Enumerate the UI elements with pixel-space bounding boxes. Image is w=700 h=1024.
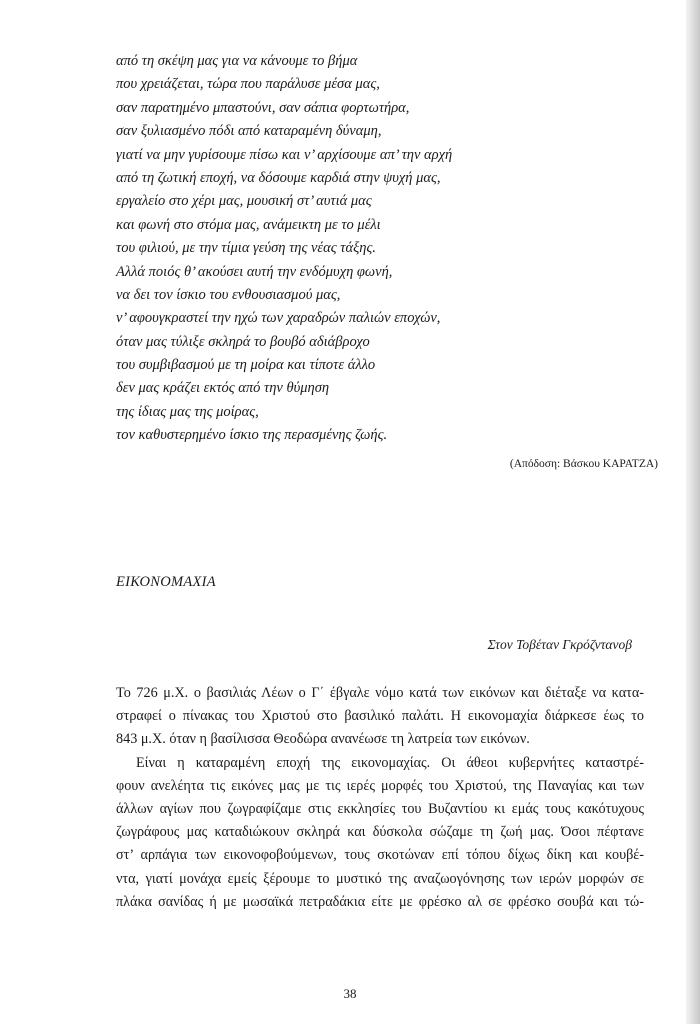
translation-attribution: (Απόδοση: Βάσκου ΚΑΡΑΤΖΑ) — [509, 458, 658, 470]
prose-body — [116, 682, 644, 914]
text-line: 843 μ.Χ. όταν η βασίλισσα Θεοδώρα ανανέωσε τη λατρεία των εικόνων. — [116, 731, 530, 748]
poem-line: σαν παρατημένο μπαστούνι, σαν σάπια φορτωτήρα, — [116, 99, 410, 116]
text-line: στ’ αρπάγια των εικονοφοβούμενων, τους σκοτώναν επί τόπου δίχως δίκη και κουβέ- — [116, 847, 644, 864]
poem-line: δεν μας κράζει εκτός από την θύμηση — [116, 380, 330, 397]
text-line: φουν ανελέητα τις εικόνες μας με τις ιερές μορφές του Χριστού, της Παναγίας και των — [116, 777, 644, 794]
poem — [116, 50, 616, 448]
text-line: πλάκα σανίδας ή με μωσαϊκά πετραδάκια είτε με φρέσκο αλ σε φρέσκο σουβά και τώ- — [116, 893, 644, 910]
poem-line: Αλλά ποιός θ’ ακούσει αυτή την ενδόμυχη φωνή, — [116, 263, 393, 280]
page-edge-shadow — [686, 0, 700, 1024]
dedication: Στον Τοβέταν Γκρόζντανοβ — [487, 637, 632, 652]
poem-line: του συμβιβασμού με τη μοίρα και τίποτε άλλο — [116, 357, 376, 374]
text-line: στραφεί ο πίνακας του Χριστού στο βασιλικό παλάτι. Η εικονομαχία διάρκεσε έως το — [116, 708, 644, 725]
poem-line: γιατί να μην γυρίσουμε πίσω και ν’ αρχίσουμε απ’ την αρχή — [116, 146, 453, 163]
page-number: 38 — [343, 986, 357, 1001]
text-line: ντα, γιατί μονάχα εμείς ξέρουμε το μυστικό της αναζωογόνησης των ιερών μορφών σε — [116, 870, 644, 887]
poem-line: όταν μας τύλιξε σκληρά το βουβό αδιάβροχο — [116, 333, 370, 350]
poem-line: και φωνή στο στόμα μας, ανάμεικτη με το μέλι — [116, 216, 381, 233]
text-line: άλλων αγίων που ζωγραφίζαμε στις εκκλησίες του Βυζαντίου κι εμάς τους κακότυχους — [116, 800, 644, 817]
poem-line: που χρειάζεται, τώρα που παράλυσε μέσα μας, — [116, 76, 380, 93]
poem-line: εργαλείο στο χέρι μας, μουσική στ’ αυτιά μας — [116, 193, 372, 210]
poem-line: να δει τον ίσκιο του ενθουσιασμού μας, — [116, 286, 341, 303]
poem-line: της ίδιας μας της μοίρας, — [116, 403, 259, 420]
paragraph-2 — [116, 752, 644, 914]
poem-line: του φιλιού, με την τίμια γεύση της νέας τάξης. — [116, 240, 376, 257]
text-line: Το 726 μ.Χ. ο βασιλιάς Λέων ο Γ΄ έβγαλε νόμο κατά των εικόνων και διέταξε να κατα- — [116, 685, 644, 701]
section-title: ΕΙΚΟΝΟΜΑΧΙΑ — [116, 574, 216, 590]
text-line: Είναι η καταραμένη εποχή της εικονομαχίας. Οι άθεοι κυβερνήτες καταστρέ- — [136, 754, 644, 771]
poem-line: από τη σκέψη μας για να κάνουμε το βήμα — [116, 53, 358, 69]
poem-line: ν’ αφουγκραστεί την ηχώ των χαραδρών παλιών εποχών, — [116, 310, 441, 327]
poem-line: τον καθυστερημένο ίσκιο της περασμένης ζωής. — [116, 427, 388, 444]
text-line: ζωγράφους μας καταδιώκουν σκληρά και δύσκολα σώζαμε τη ζωή μας. Όσοι πέφτανε — [116, 824, 644, 841]
paragraph-1 — [116, 682, 644, 752]
poem-line: σαν ξυλιασμένο πόδι από καταραμένη δύναμη, — [116, 123, 382, 140]
poem-line: από τη ζωτική εποχή, να δόσουμε καρδιά στην ψυχή μας, — [116, 169, 441, 186]
